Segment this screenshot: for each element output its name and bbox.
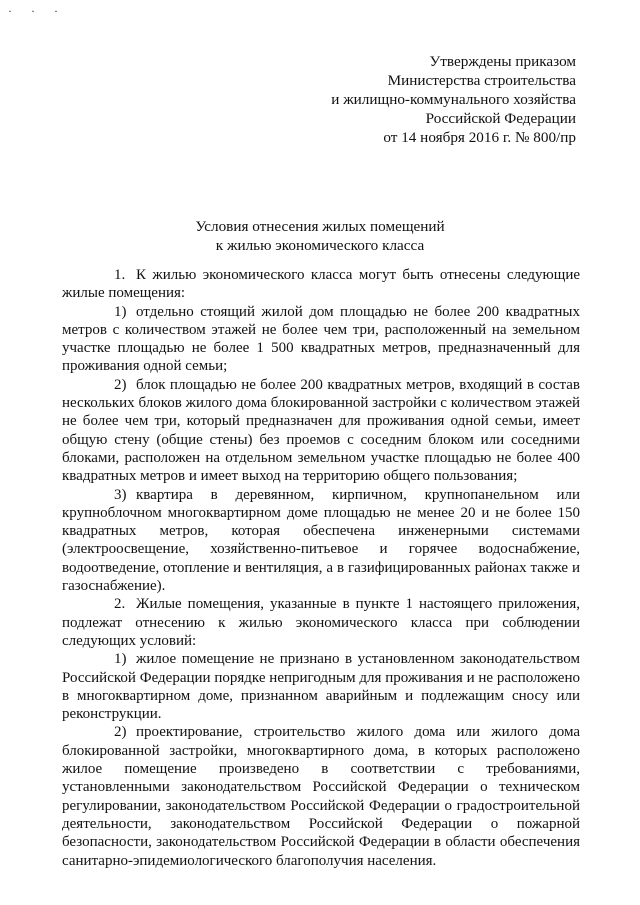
paragraph-text: жилое помещение не признано в установленном законодательством Российской Федерации порядке непригодным для проживания и не расположено в многоквартирном доме, признанном аварийным и подлежащим сносу или реконструкции. (62, 651, 580, 723)
title-line: Условия отнесения жилых помещений (195, 218, 445, 235)
title-line: к жилью экономического класса (215, 237, 425, 254)
scan-marks: · · · (8, 4, 66, 18)
paragraph-text: К жилью экономического класса могут быть отнесены следующие жилые помещения: (62, 267, 580, 302)
paragraph-number: 1. (114, 267, 126, 283)
paragraph-text: отдельно стоящий жилой дом площадью не более 200 квадратных метров с количеством этажей не более чем три, расположенный на земельном участке площадью не более 1 500 квадратных метров, предназначенный для проживания одной семьи; (62, 303, 580, 375)
approval-line: от 14 ноября 2016 г. № 800/пр (383, 129, 576, 146)
paragraph-item (62, 486, 580, 596)
approval-block (246, 52, 576, 147)
paragraph-text: Жилые помещения, указанные в пункте 1 настоящего приложения, подлежат отнесению к жилью экономического класса при соблюдении следующих условий: (62, 596, 580, 649)
paragraph-number: 2. (114, 596, 126, 613)
approval-line: Российской Федерации (425, 110, 576, 127)
paragraph-text: проектирование, строительство жилого дома или жилого дома блокированной застройки, многоквартирного дома, в которых расположено жилое помещение произведено в соответствии с требованиями, установленными законодательством Российской Федерации о техническом регулировании, законодательством Российской Федерации о градостроительной деятельности, законодательством Российской Федерации о пожарной безопасности, законодательством Российской Федерации в области обеспечения санитарно-эпидемиологического благополучия населения. (62, 724, 580, 869)
approval-line: Министерства строительства (387, 72, 576, 89)
paragraph-section-1 (62, 266, 580, 303)
paragraph-number: 2) (114, 724, 127, 741)
paragraph-text: квартира в деревянном, кирпичном, крупнопанельном или крупноблочном многоквартирном доме площадью не менее 20 и не более 150 квадратных метров, которая обеспечена инженерными системами (электроосвещение, хозяйственно-питьевое и горячее водоснабжение, водоотведение, отопление и вентиляция, а в газифицированных районах также и газоснабжение). (62, 486, 580, 595)
paragraph-number: 1) (114, 303, 127, 320)
paragraph-number: 2) (114, 376, 127, 393)
paragraph-item (62, 376, 580, 486)
paragraph-item (62, 650, 580, 723)
paragraph-section-2 (62, 595, 580, 650)
approval-line: и жилищно-коммунального хозяйства (331, 91, 576, 108)
paragraph-item (62, 303, 580, 376)
approval-line: Утверждены приказом (429, 53, 576, 70)
document-body (62, 266, 580, 870)
document-title (0, 217, 640, 255)
paragraph-number: 1) (114, 651, 127, 668)
paragraph-item (62, 723, 580, 869)
paragraph-text: блок площадью не более 200 квадратных метров, входящий в состав нескольких блоков жилого дома блокированной застройки с количеством этажей не более чем три, который предназначен для проживания одной семьи, имеет общую стену (общие стены) без проемов с соседним блоком или соседними блоками, расположен на отдельном земельном участке площадью не более 400 квадратных метров и имеет выход на территорию общего пользования; (62, 376, 580, 485)
paragraph-number: 3) (114, 486, 127, 503)
